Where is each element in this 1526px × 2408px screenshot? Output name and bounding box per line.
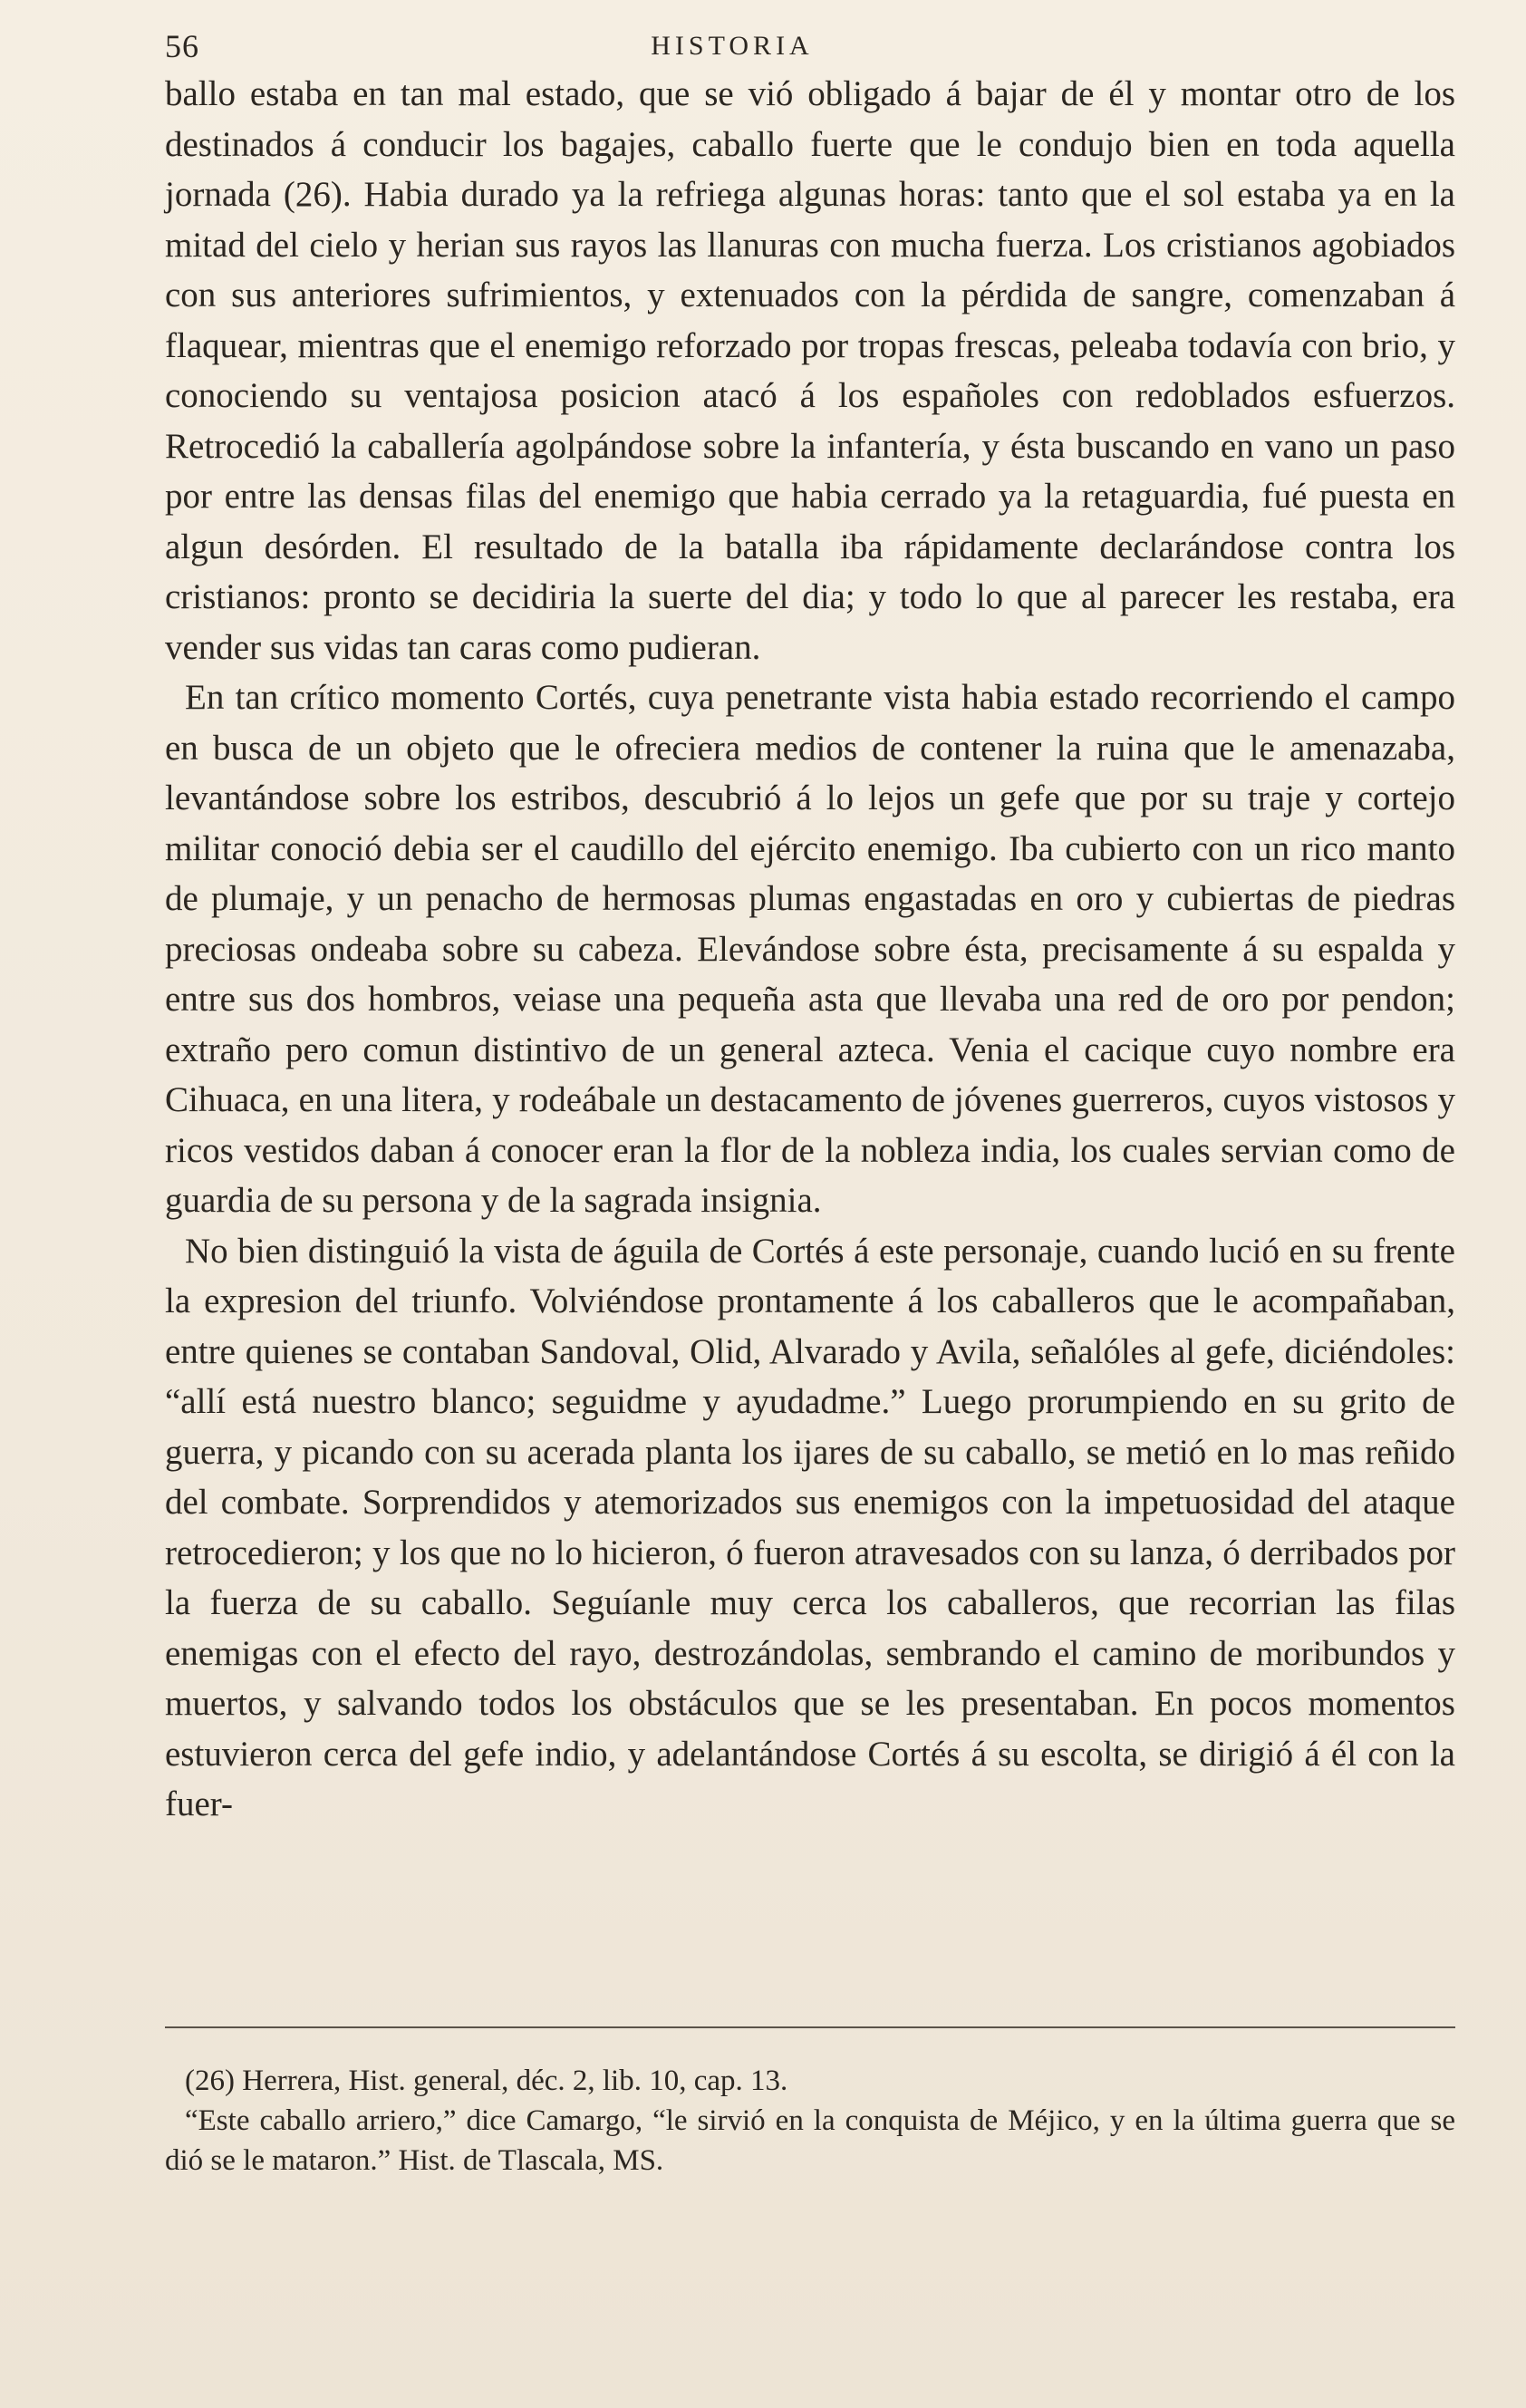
paragraph-3: No bien distinguió la vista de águila de Cortés á este personaje, cuando lució en su frente la expresion del triunfo. Volviéndose prontamente á los caballeros que le acompañaban, entre quienes se contaban Sandoval, Olid, Alvarado y Avila, señalóles al gefe, diciéndoles: “allí está nuestro blanco; seguidme y ayudadme.” Luego prorumpiendo en su grito de guerra, y picando con su acerada planta los ijares de su caballo, se metió en lo mas reñido del combate. Sorprendidos y atemorizados sus enemigos con la impetuosidad del ataque retrocedieron; y los que no lo hicieron, ó fueron atravesados con su lanza, ó derribados por la fuerza de su caballo. Seguíanle muy cerca los caballeros, que recorrian las filas enemigas con el efecto del rayo, destrozándolas, sembrando el camino de moribundos y muertos, y salvando todos los obstáculos que se les presentaban. En pocos momentos estuvieron cerca del gefe indio, y adelantándose Cortés á su escolta, se dirigió á él con la fuer- [165,1231,1455,1823]
page-header [165,22,1454,67]
page-number: 56 [165,28,199,64]
footnote-quote: “Este caballo arriero,” dice Camargo, “le sirvió en la conquista de Méjico, y en la última guerra que se dió se le mataron.” Hist. de Tlascala, MS. [165,2104,1455,2177]
footnote-divider [165,2026,1455,2028]
paragraph-1: ballo estaba en tan mal estado, que se vió obligado á bajar de él y montar otro de los destinados á conducir los bagajes, caballo fuerte que le condujo bien en toda aquella jornada (26). Habia durado ya la refriega algunas horas: tanto que el sol estaba ya en la mitad del cielo y herian sus rayos las llanuras con mucha fuerza. Los cristianos agobiados con sus anteriores sufrimientos, y extenuados con la pérdida de sangre, comenzaban á flaquear, mientras que el enemigo reforzado por tropas frescas, peleaba todavía con brio, y conociendo su ventajosa posicion atacó á los españoles con redoblados esfuerzos. Retrocedió la caballería agolpándose sobre la infantería, y ésta buscando en vano un paso por entre las densas filas del enemigo que habia cerrado ya la retaguardia, fué puesta en algun desórden. El resultado de la batalla iba rápidamente declarándose contra los cristianos: pronto se decidiria la suerte del dia; y todo lo que al parecer les restaba, era vender sus vidas tan caras como pudieran. [165,74,1455,667]
footnote-ref: (26) [185,2065,235,2097]
paragraph-2: En tan crítico momento Cortés, cuya penetrante vista habia estado recorriendo el campo en busca de un objeto que le ofreciera medios de contener la ruina que le amenazaba, levantándose sobre los estribos, descubrió á lo lejos un gefe que por su traje y cortejo militar conoció debia ser el caudillo del ejército enemigo. Iba cubierto con un rico manto de plumaje, y un penacho de hermosas plumas engastadas en oro y cubiertas de piedras preciosas ondeaba sobre su cabeza. Elevándose sobre ésta, precisamente á su espalda y entre sus dos hombros, veiase una pequeña asta que llevaba una red de oro por pendon; extraño pero comun distintivo de un general azteca. Venia el cacique cuyo nombre era Cihuaca, en una litera, y rodeábale un destacamento de jóvenes guerreros, cuyos vistosos y ricos vestidos daban á conocer eran la flor de la nobleza india, los cuales servian como de guardia de su persona y de la sagrada insignia. [165,678,1455,1220]
running-title: HISTORIA [651,31,814,61]
footnote-26 [165,2061,1455,2101]
body-text [165,69,1455,1830]
footnote-citation: Herrera, Hist. general, déc. 2, lib. 10, cap. 13. [242,2065,788,2097]
footnotes [165,2061,1455,2181]
